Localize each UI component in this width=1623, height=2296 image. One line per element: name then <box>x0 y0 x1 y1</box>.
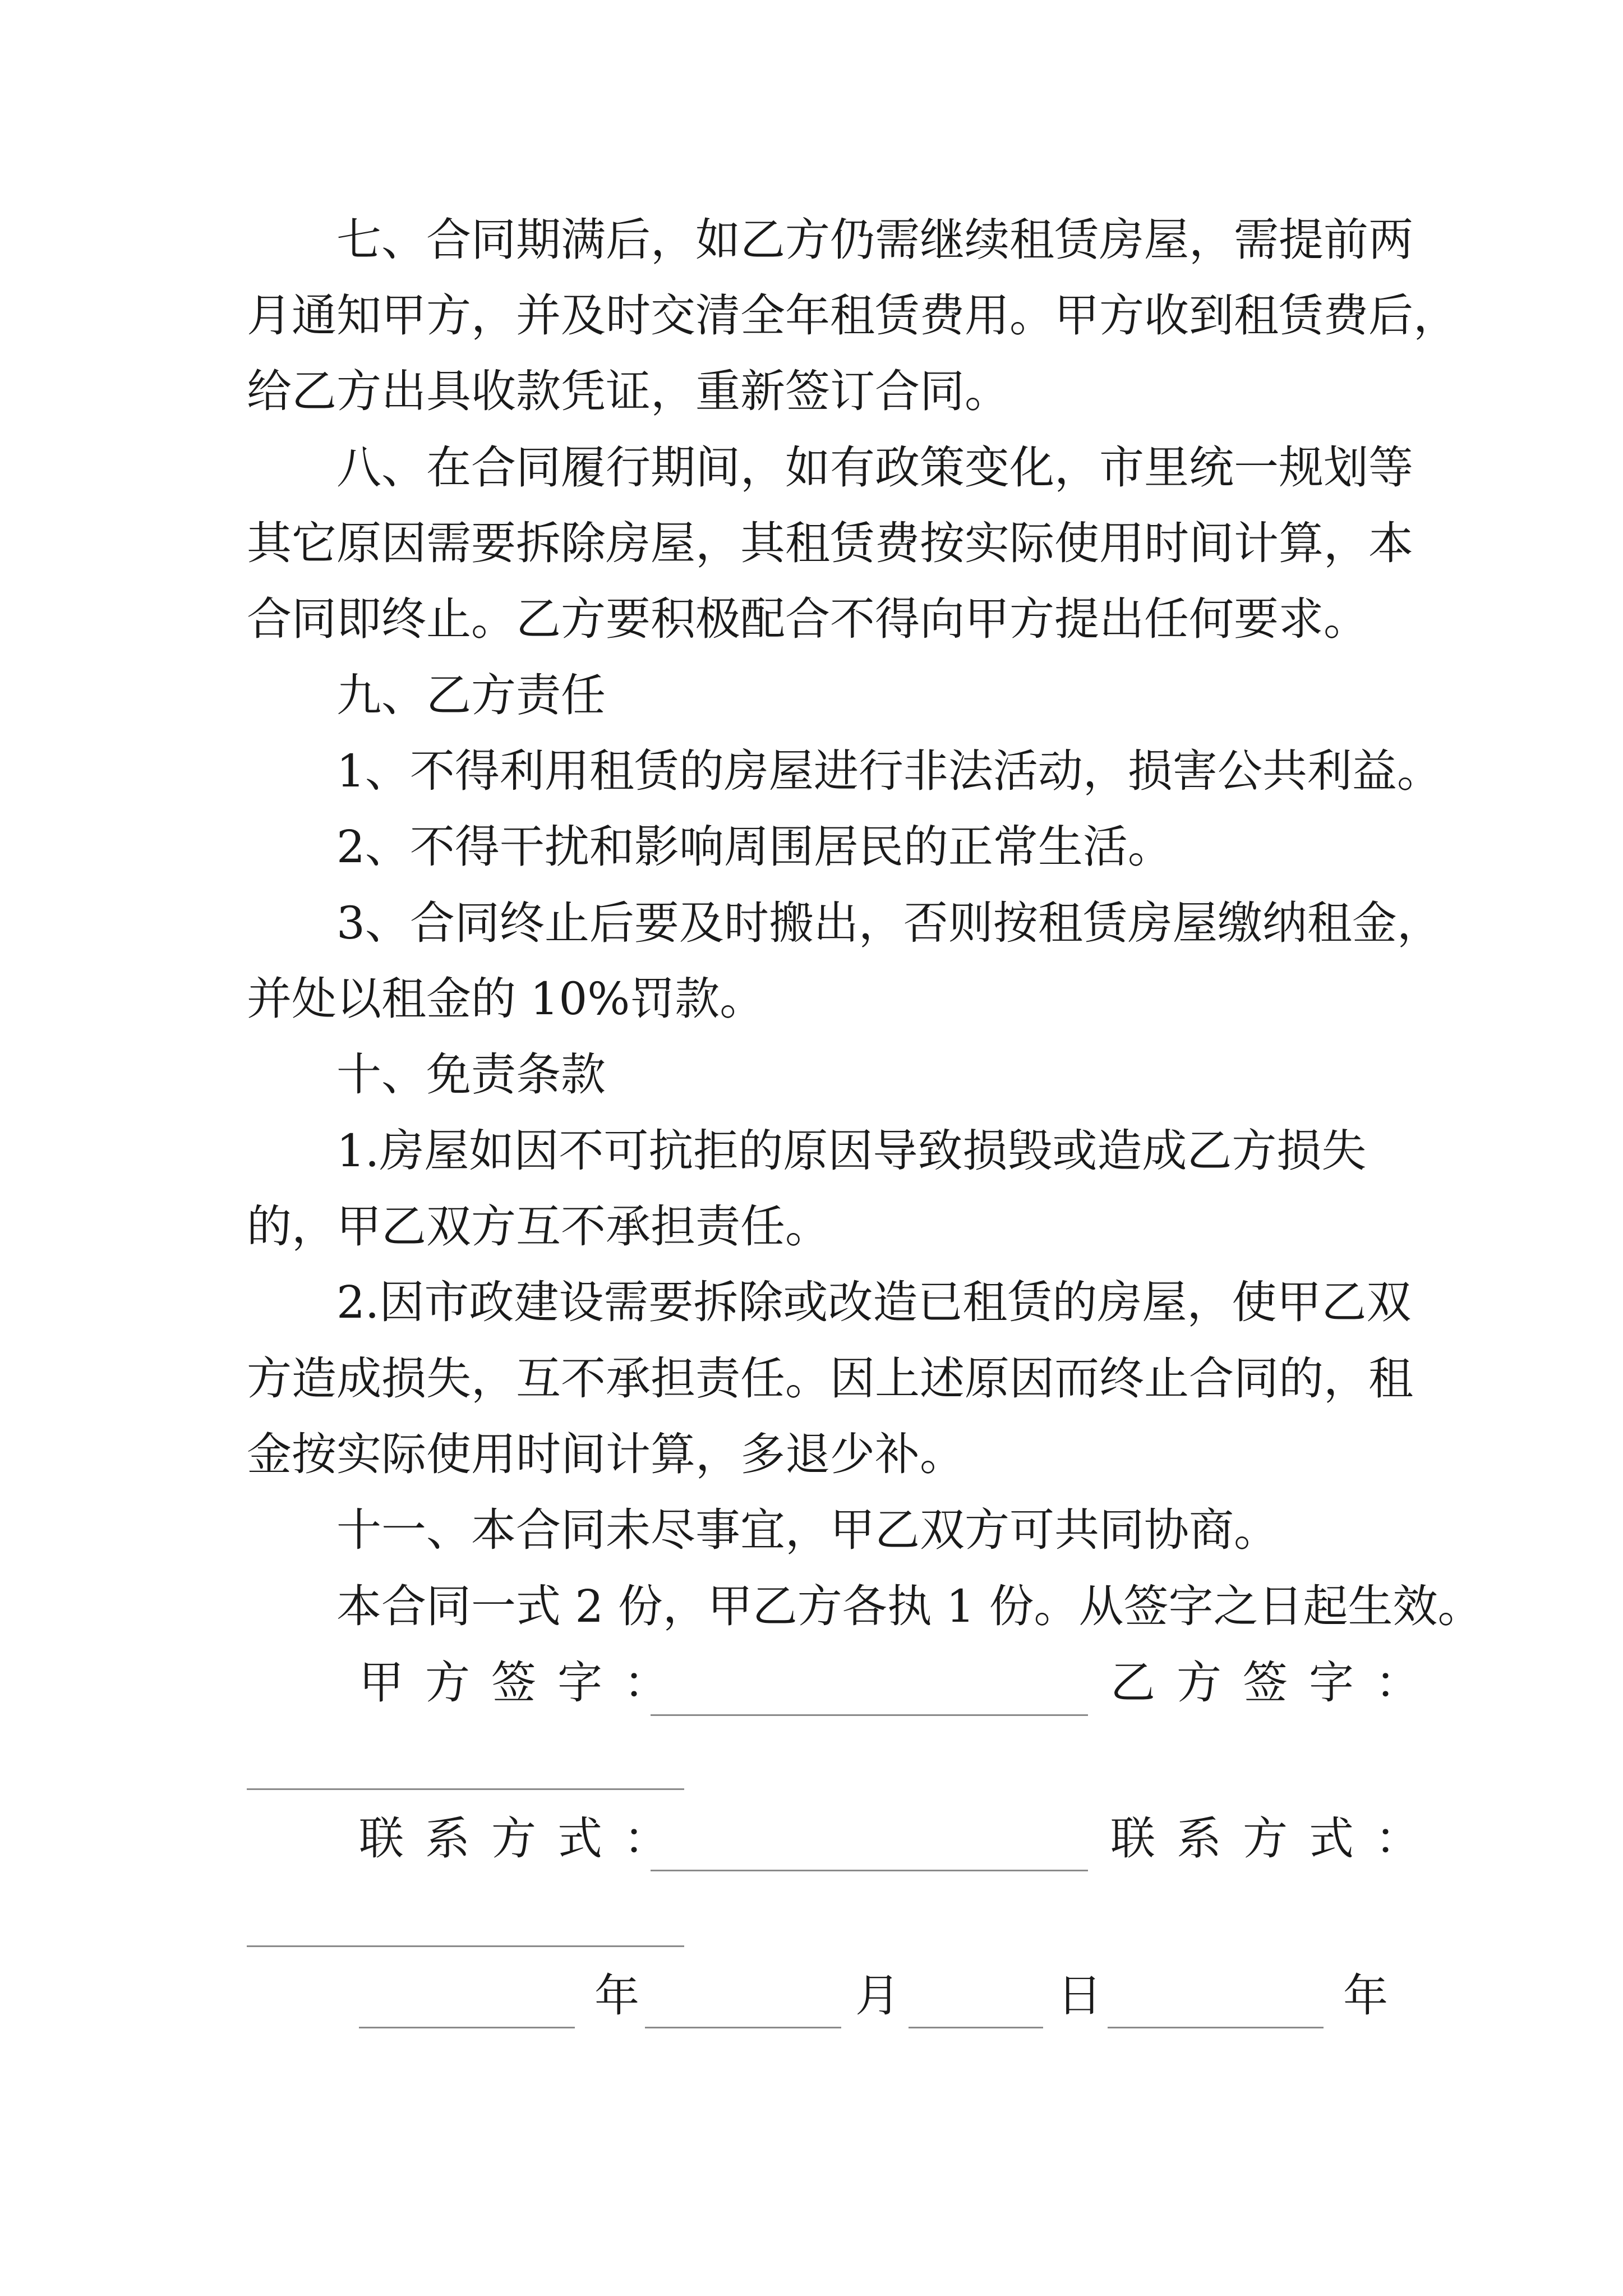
clause-8-line-2: 其它原因需要拆除房屋，其租赁费按实际使用时间计算，本 <box>247 517 1413 569</box>
date-month-line <box>645 2027 841 2028</box>
clause-9-item-3-line-1: 3、合同终止后要及时搬出，否则按租赁房屋缴纳租金， <box>336 897 1442 949</box>
date-year-label: 年 <box>594 1970 639 2022</box>
clause-9-item-2: 2、不得干扰和影响周围居民的正常生活。 <box>336 821 1173 873</box>
clause-8-line-1: 八、在合同履行期间，如有政策变化，市里统一规划等 <box>336 441 1413 494</box>
party-b-contact-line <box>247 1945 684 1947</box>
clause-11: 十一、本合同未尽事宜，甲乙双方可共同协商。 <box>336 1504 1279 1556</box>
party-b-contact-label: 联系方式： <box>1110 1812 1441 1865</box>
party-b-signature-label: 乙方签字： <box>1110 1657 1441 1709</box>
date-year-line <box>359 2027 575 2028</box>
party-b-signature-line <box>247 1788 684 1790</box>
clause-7-line-3: 给乙方出具收款凭证，重新签订合同。 <box>247 365 1009 417</box>
party-a-signature-line <box>651 1714 1088 1716</box>
clause-10-item-2-line-1: 2.因市政建设需要拆除或改造已租赁的房屋，使甲乙双 <box>336 1276 1412 1328</box>
clause-8-line-3: 合同即终止。乙方要积极配合不得向甲方提出任何要求。 <box>247 593 1368 645</box>
party-a-signature-label: 甲方签字： <box>359 1657 690 1709</box>
clause-10-heading: 十、免责条款 <box>336 1048 606 1101</box>
clause-9-heading: 九、乙方责任 <box>336 669 606 721</box>
clause-10-item-1-line-2: 的，甲乙双方互不承担责任。 <box>247 1200 830 1253</box>
clause-10-item-2-line-3: 金按实际使用时间计算，多退少补。 <box>247 1428 965 1480</box>
party-a-contact-label: 联系方式： <box>359 1812 690 1865</box>
clause-7-line-2: 月通知甲方，并及时交清全年租赁费用。甲方收到租赁费后， <box>247 289 1458 342</box>
clause-10-item-2-line-2: 方造成损失，互不承担责任。因上述原因而终止合同的，租 <box>247 1352 1413 1405</box>
date-year-2-label: 年 <box>1343 1970 1388 2022</box>
clause-9-item-1: 1、不得利用租赁的房屋进行非法活动，损害公共利益。 <box>336 745 1442 797</box>
date-year-2-line <box>1108 2027 1324 2028</box>
date-day-line <box>909 2027 1043 2028</box>
clause-7-line-1: 七、合同期满后，如乙方仍需继续租赁房屋，需提前两 <box>336 214 1413 266</box>
clause-10-item-1-line-1: 1.房屋如因不可抗拒的原因导致损毁或造成乙方损失 <box>336 1125 1367 1177</box>
party-a-contact-line <box>651 1870 1088 1871</box>
clause-9-item-3-line-2: 并处以租金的 10%罚款。 <box>247 973 765 1025</box>
date-month-label: 月 <box>855 1970 900 2022</box>
date-day-label: 日 <box>1057 1970 1102 2022</box>
copies-clause: 本合同一式 2 份，甲乙方各执 1 份。从签字之日起生效。 <box>336 1580 1483 1632</box>
